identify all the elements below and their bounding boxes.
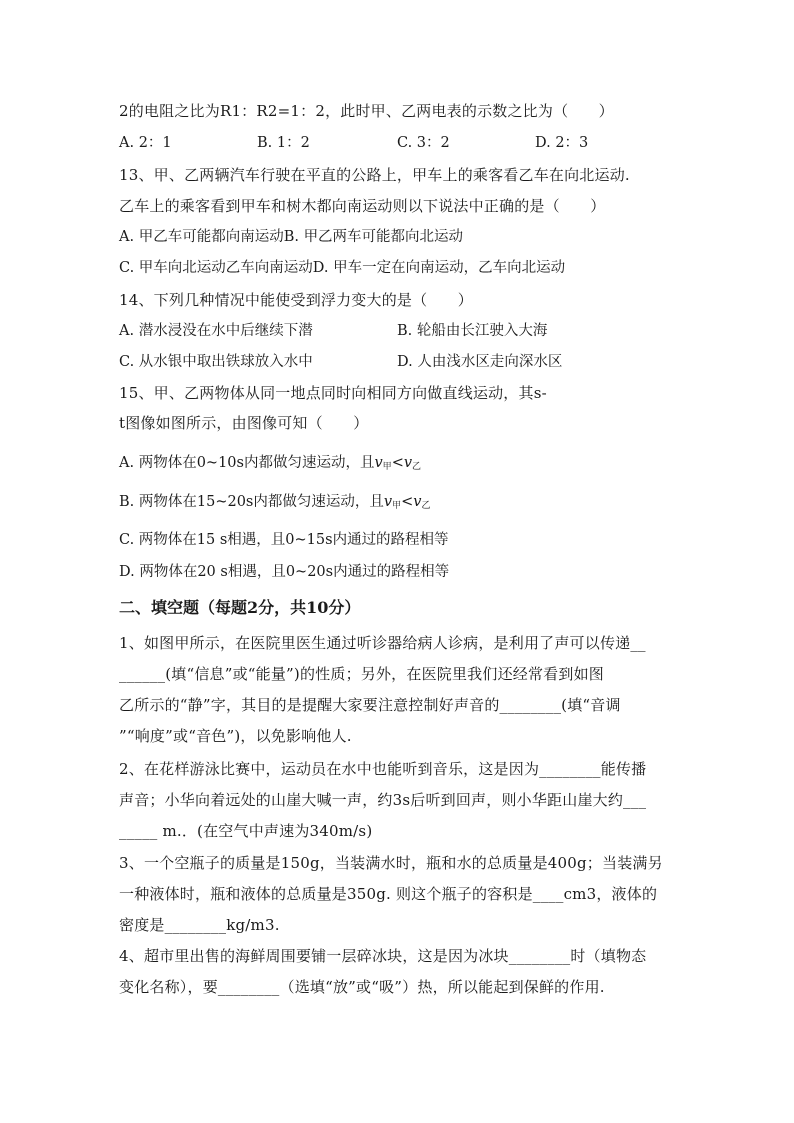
fill-q2-line3: _____ m.．(在空气中声速为340m/s) <box>119 822 373 840</box>
q13-options-ab: A. 甲乙车可能都向南运动B. 甲乙两车可能都向北运动 <box>119 229 464 245</box>
q12-option-b: B. 1：2 <box>257 135 310 151</box>
q13-stem-line2: 乙车上的乘客看到甲车和树木都向南运动则以下说法中正确的是（ ） <box>119 197 606 215</box>
fill-q1-line2: ______(填“信息”或“能量”)的性质；另外，在医院里我们还经常看到如图 <box>119 665 604 683</box>
fill-q2-line2: 声音；小华向着远处的山崖大喊一声，约3s后听到回声，则小华距山崖大约___ <box>119 791 647 809</box>
fill-q3-line2: 一种液体时，瓶和液体的总质量是350g. 则这个瓶子的容积是____cm3，液体的 <box>119 885 658 903</box>
fill-q4-line2: 变化名称），要________（选填“放”或“吸”）热，所以能起到保鲜的作用. <box>119 978 605 996</box>
q14-option-b: B. 轮船由长江驶入大海 <box>397 323 548 339</box>
q15-stem-line1: 15、甲、乙两物体从同一地点同时向相同方向做直线运动，其s- <box>119 384 547 402</box>
section-heading-fill-in: 二、填空题（每题2分，共10分） <box>119 598 361 617</box>
fill-q3-line3: 密度是________kg/m3. <box>119 916 280 934</box>
q12-stem: 2的电阻之比为R1：R2=1：2，此时甲、乙两电表的示数之比为（ ） <box>119 102 614 120</box>
q15-option-c: C. 两物体在15 s相遇，且0~15s内通过的路程相等 <box>119 532 449 548</box>
q14-option-a: A. 潜水浸没在水中后继续下潜 <box>119 323 313 339</box>
fill-q1-line3: 乙所示的“静”字，其目的是提醒大家要注意控制好声音的________(填“音调 <box>119 696 621 714</box>
q12-option-c: C. 3：2 <box>397 135 450 151</box>
q14-stem: 14、下列几种情况中能使受到浮力变大的是（ ） <box>119 291 473 309</box>
q13-stem-line1: 13、甲、乙两辆汽车行驶在平直的公路上，甲车上的乘客看乙车在向北运动. <box>119 166 630 184</box>
q14-option-d: D. 人由浅水区走向深水区 <box>397 354 563 370</box>
fill-q1-line1: 1、如图甲所示，在医院里医生通过听诊器给病人诊病，是利用了声可以传递__ <box>119 634 646 652</box>
q15-option-a: A. 两物体在0~10s内都做匀速运动，且$v_甲<v_乙$ <box>119 455 422 472</box>
q15-stem-line2: t图像如图所示，由图像可知（ ） <box>119 414 369 432</box>
fill-q1-line4: ”“响度”或“音色”)，以免影响他人. <box>119 727 352 745</box>
fill-q4-line1: 4、超市里出售的海鲜周围要铺一层碎冰块，这是因为冰块________时（填物态 <box>119 947 647 965</box>
q14-option-c: C. 从水银中取出铁球放入水中 <box>119 354 313 370</box>
fill-q3-line1: 3、一个空瓶子的质量是150g，当装满水时，瓶和水的总质量是400g；当装满另 <box>119 854 663 872</box>
q15-option-d: D. 两物体在20 s相遇，且0~20s内通过的路程相等 <box>119 564 450 580</box>
q13-options-cd: C. 甲车向北运动乙车向南运动D. 甲车一定在向南运动，乙车向北运动 <box>119 260 566 276</box>
q12-option-d: D. 2：3 <box>535 135 589 151</box>
q12-option-a: A. 2：1 <box>119 135 172 151</box>
fill-q2-line1: 2、在花样游泳比赛中，运动员在水中也能听到音乐，这是因为________能传播 <box>119 760 647 778</box>
q15-option-b: B. 两物体在15~20s内都做匀速运动，且$v_甲<v_乙$ <box>119 494 431 511</box>
